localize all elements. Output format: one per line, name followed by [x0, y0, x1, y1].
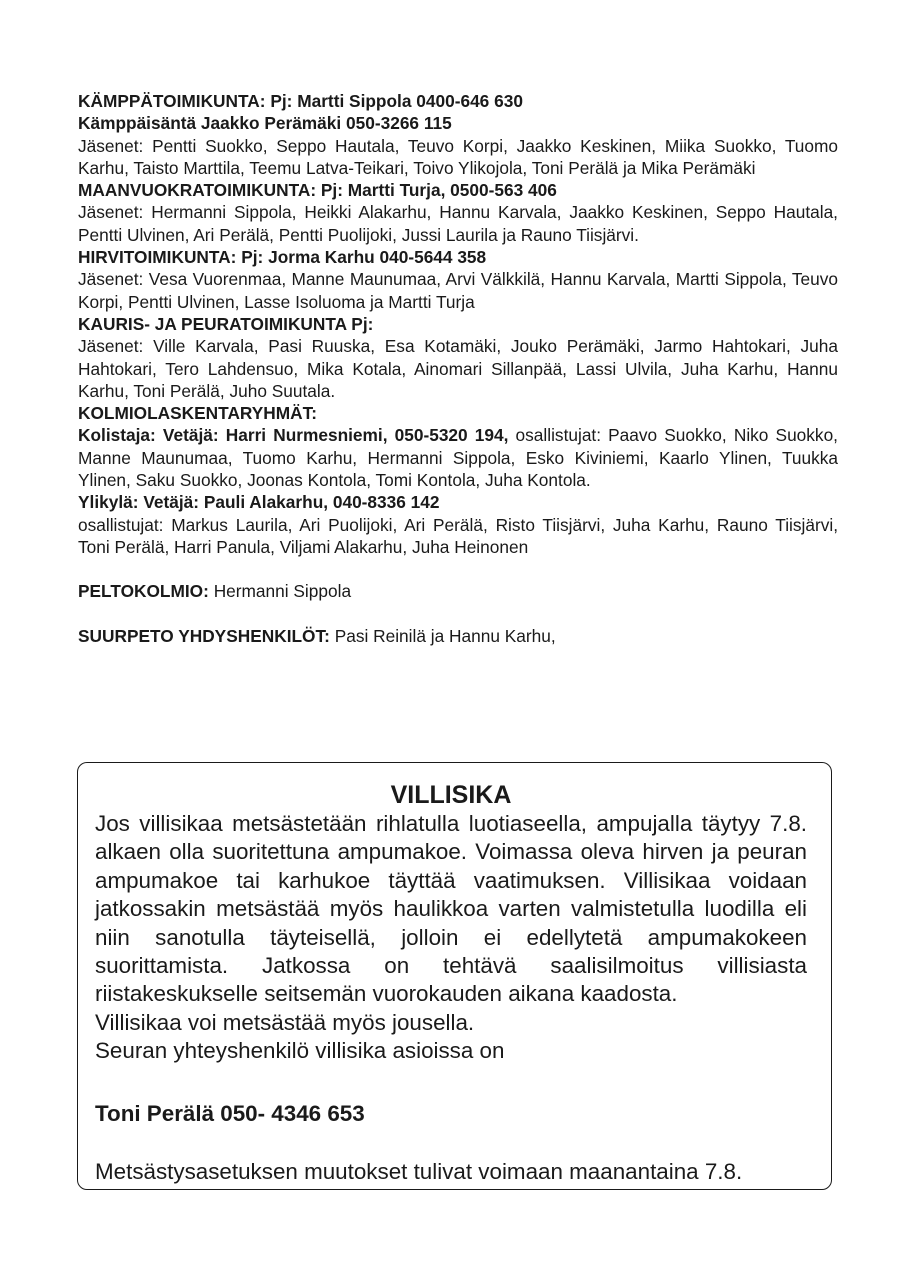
villisika-box — [77, 762, 832, 1190]
villisika-footer: Metsästysasetuksen muutokset tulivat voimaan maanantaina 7.8. — [95, 1159, 743, 1185]
peltokolmio-label: PELTOKOLMIO: — [78, 581, 209, 602]
maanvuokra-heading: MAANVUOKRATOIMIKUNTA: Pj: Martti Turja, 0500-563 406 — [78, 180, 557, 201]
kolistaja-members: osallistujat: Paavo Suokko, Niko Suokko, Manne Maunumaa, Tuomo Karhu, Hermanni Sippola, Esko Kiviniemi, Kaarlo Ylinen, Tuukka Ylinen, Saku Suokko, Joonas Kontola, Tomi Kontola, Juha Kontola. — [78, 425, 838, 491]
peltokolmio-value: Hermanni Sippola — [208, 581, 352, 602]
hirvi-members: Jäsenet: Vesa Vuorenmaa, Manne Maunumaa, Arvi Välkkilä, Hannu Karvala, Martti Sippola, Teuvo Korpi, Pentti Ulvinen, Lasse Isoluoma ja Martti Turja — [78, 269, 838, 312]
suurpeto-line — [78, 625, 838, 647]
kolistaja-paragraph — [78, 424, 838, 491]
hirvi-heading: HIRVITOIMIKUNTA: Pj: Jorma Karhu 040-5644 358 — [78, 247, 487, 268]
suurpeto-label: SUURPETO YHDYSHENKILÖT: — [78, 625, 330, 646]
villisika-jousi: Villisikaa voi metsästää myös jousella. — [95, 1009, 475, 1035]
kauris-members: Jäsenet: Ville Karvala, Pasi Ruuska, Esa Kotamäki, Jouko Perämäki, Jarmo Hahtokari, Juha Hahtokari, Tero Lahdensuo, Mika Kotala, Ainomari Sillanpää, Lassi Ulvila, Juha Karhu, Hannu Karhu, Toni Perälä, Juho Suutala. — [78, 336, 838, 401]
villisika-contact-intro: Seuran yhteyshenkilö villisika asioissa on — [95, 1038, 505, 1064]
kolmio-heading: KOLMIOLASKENTARYHMÄT: — [78, 403, 318, 424]
kauris-heading: KAURIS- JA PEURATOIMIKUNTA Pj: — [78, 313, 374, 334]
maanvuokra-members: Jäsenet: Hermanni Sippola, Heikki Alakarhu, Hannu Karvala, Jaakko Keskinen, Seppo Hautala, Pentti Ulvinen, Ari Perälä, Pentti Puolijoki, Jussi Laurila ja Rauno Tiisjärvi. — [78, 202, 838, 245]
committee-list — [78, 90, 838, 647]
kolistaja-lead: Kolistaja: Vetäjä: Harri Nurmesniemi, 050-5320 194, — [78, 425, 509, 446]
suurpeto-value: Pasi Reinilä ja Hannu Karhu, — [329, 625, 556, 646]
villisika-title: VILLISIKA — [390, 781, 512, 809]
ylikyla-members: osallistujat: Markus Laurila, Ari Puolijoki, Ari Perälä, Risto Tiisjärvi, Juha Karhu, Rauno Tiisjärvi, Toni Perälä, Harri Panula, Viljami Alakarhu, Juha Heinonen — [78, 514, 838, 557]
kamppa-host: Kämppäisäntä Jaakko Perämäki 050-3266 115 — [78, 113, 452, 134]
kamppa-members: Jäsenet: Pentti Suokko, Seppo Hautala, Teuvo Korpi, Jaakko Keskinen, Miika Suokko, Tuomo Karhu, Taisto Marttila, Teemu Latva-Teikari, Toivo Ylikojola, Toni Perälä ja Mika Perämäki — [78, 135, 838, 178]
villisika-body: Jos villisikaa metsästetään rihlatulla luotiaseella, ampujalla täytyy 7.8. alkaen olla suoritettuna ampumakoe. Voimassa oleva hirven ja peuran ampumakoe tai karhukoe täyttää vaatimuksen. Villisikaa voidaan jatkossakin metsästää myös haulikkoa varten valmistetulla luodilla eli niin sanotulla täyteisellä, jolloin ei edellytetä ampumakokeen suorittamista. Jatkossa on tehtävä saalisilmoitus villisiasta riistakeskukselle seitsemän vuorokauden aikana kaadosta. — [95, 811, 807, 1007]
kamppa-heading: KÄMPPÄTOIMIKUNTA: Pj: Martti Sippola 0400-646 630 — [78, 91, 523, 111]
ylikyla-lead: Ylikylä: Vetäjä: Pauli Alakarhu, 040-8336 142 — [78, 492, 440, 513]
peltokolmio-line — [78, 580, 838, 602]
villisika-contact: Toni Perälä 050- 4346 653 — [95, 1100, 365, 1126]
